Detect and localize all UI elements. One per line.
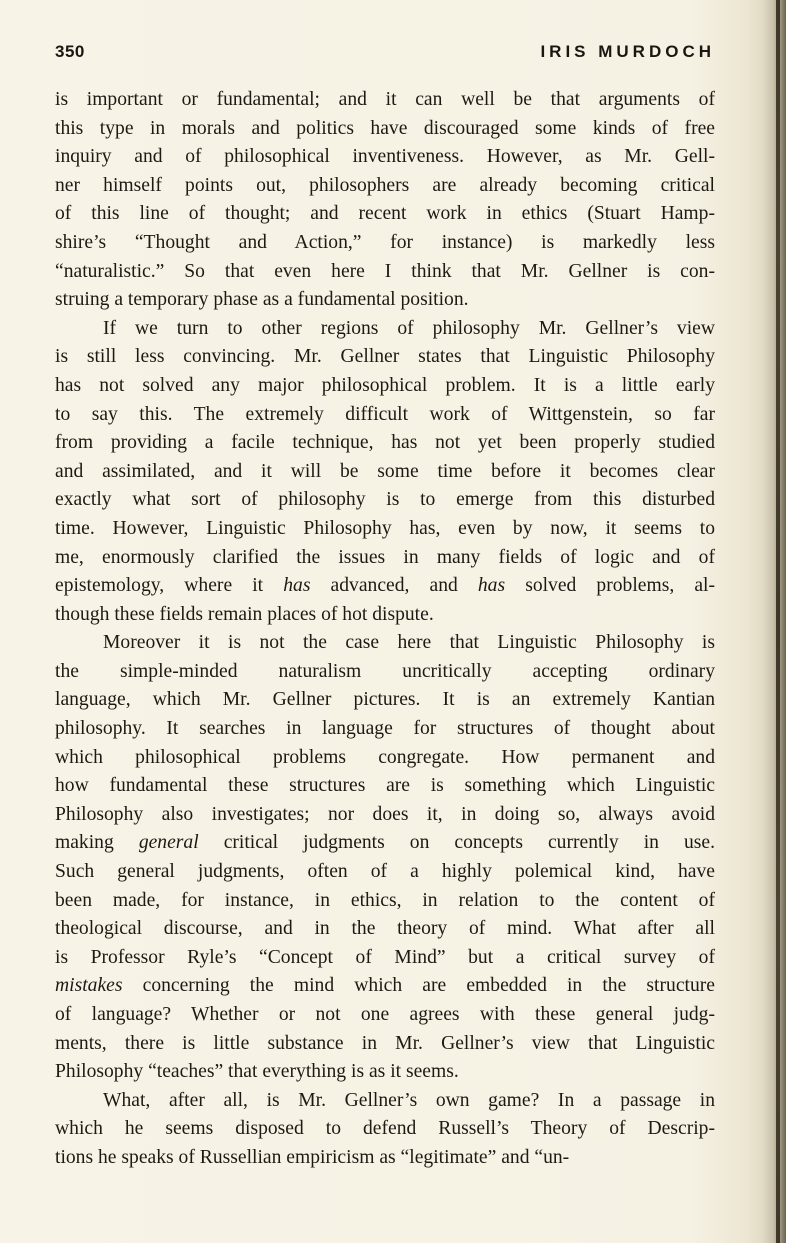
text-line: time. However, Linguistic Philosophy has, even by now, it seems to: [55, 517, 715, 539]
text-line: and assimilated, and it will be some time before it becomes clear: [55, 460, 715, 482]
page-number: 350: [55, 42, 85, 61]
text-line: from providing a facile technique, has not yet been properly studied: [55, 432, 715, 454]
book-spine-shadow: [762, 0, 786, 1243]
text-line: exactly what sort of philosophy is to emerge from this disturbed: [55, 489, 715, 511]
text-line: Philosophy “teaches” that everything is as it seems.: [55, 1061, 459, 1083]
text-line: of language? Whether or not one agrees with these general judg-: [55, 1004, 715, 1025]
running-header: [55, 40, 715, 66]
paragraph: [55, 86, 715, 315]
text-line: is Professor Ryle’s “Concept of Mind” but a critical survey of: [55, 946, 715, 968]
text-line: Moreover it is not the case here that Linguistic Philosophy is: [103, 632, 715, 654]
text-line: this type in morals and politics have discouraged some kinds of free: [55, 117, 715, 139]
text-line: is important or fundamental; and it can well be that arguments of: [55, 89, 715, 110]
text-line: Philosophy also investigates; nor does it, in doing so, always avoid: [55, 803, 715, 825]
text-line: shire’s “Thought and Action,” for instance) is markedly less: [55, 231, 715, 253]
running-head-author: IRIS MURDOCH: [540, 42, 715, 61]
text-line: has not solved any major philosophical problem. It is a little early: [55, 374, 715, 396]
text-line: though these fields remain places of hot dispute.: [55, 603, 434, 625]
text-line: the simple-minded naturalism uncritically accepting ordinary: [55, 660, 715, 682]
text-line: making general critical judgments on concepts currently in use.: [55, 832, 715, 854]
text-line: theological discourse, and in the theory of mind. What after all: [55, 918, 715, 940]
text-line: inquiry and of philosophical inventiveness. However, as Mr. Gell-: [55, 146, 715, 168]
text-line: which he seems disposed to defend Russell’s Theory of Descrip-: [55, 1118, 715, 1140]
text-line: to say this. The extremely difficult work of Wittgenstein, so far: [55, 403, 715, 425]
text-line: ments, there is little substance in Mr. Gellner’s view that Linguistic: [55, 1032, 715, 1054]
text-line: philosophy. It searches in language for structures of thought about: [55, 718, 715, 740]
paragraph: [55, 629, 715, 1087]
text-line: mistakes concerning the mind which are embedded in the structure: [55, 975, 715, 997]
text-line: struing a temporary phase as a fundamental position.: [55, 289, 469, 311]
paragraph: [55, 1087, 715, 1173]
text-line: tions he speaks of Russellian empiricism as “legitimate” and “un-: [55, 1146, 570, 1168]
text-line: If we turn to other regions of philosophy Mr. Gellner’s view: [103, 317, 715, 339]
text-line: is still less convincing. Mr. Gellner states that Linguistic Philosophy: [55, 346, 715, 368]
text-line: me, enormously clarified the issues in many fields of logic and of: [55, 546, 715, 568]
body-text: [55, 86, 715, 1173]
book-spine-edge: [776, 0, 780, 1243]
paragraph: [55, 315, 715, 630]
text-line: epistemology, where it has advanced, and has solved problems, al-: [55, 575, 715, 597]
text-line: which philosophical problems congregate. How permanent and: [55, 746, 715, 768]
text-line: how fundamental these structures are is something which Linguistic: [55, 775, 715, 797]
text-line: What, after all, is Mr. Gellner’s own game? In a passage in: [103, 1089, 715, 1111]
text-line: ner himself points out, philosophers are already becoming critical: [55, 174, 715, 196]
text-line: of this line of thought; and recent work in ethics (Stuart Hamp-: [55, 203, 715, 225]
text-line: been made, for instance, in ethics, in relation to the content of: [55, 889, 715, 911]
text-line: “naturalistic.” So that even here I think that Mr. Gellner is con-: [55, 260, 715, 282]
text-line: Such general judgments, often of a highly polemical kind, have: [55, 861, 715, 883]
text-line: language, which Mr. Gellner pictures. It is an extremely Kantian: [55, 689, 715, 711]
